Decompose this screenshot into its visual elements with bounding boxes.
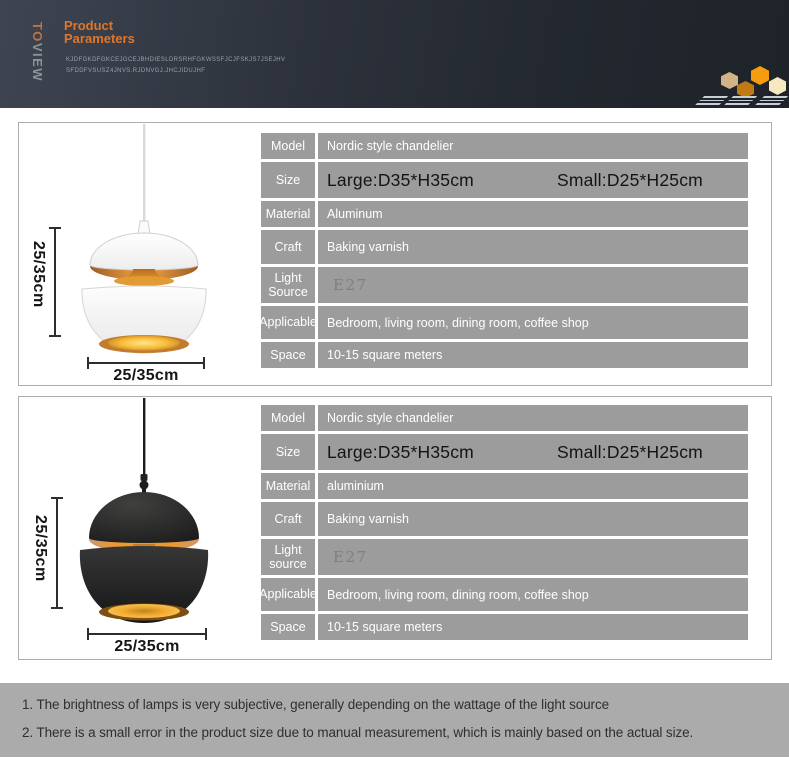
product-panel-white (18, 122, 772, 386)
spec-row-size (261, 162, 748, 198)
spec-value: 10-15 square meters (318, 614, 748, 640)
brand-rest: VIEW (30, 42, 45, 83)
note-line-2: 2. There is a small error in the product size due to manual measurement, which is mainly based on the actual size. (22, 725, 694, 740)
header-subtext (66, 55, 285, 77)
brand-accent: TO (30, 22, 45, 43)
spec-table-black (261, 405, 748, 640)
spec-value: Baking varnish (318, 230, 748, 264)
slant-stripes-icon (756, 96, 789, 105)
size-small-value: Small:D25*H25cm (557, 441, 703, 462)
note-line-1: 1. The brightness of lamps is very subjective, generally depending on the wattage of the light source (22, 697, 610, 712)
spec-value: aluminium (318, 473, 748, 499)
spec-label: Light Source (261, 267, 315, 303)
spec-row-applicable (261, 578, 748, 611)
spec-row-space (261, 342, 748, 368)
notes-footer (0, 683, 789, 757)
product-panel-black (18, 396, 772, 660)
vertical-dimension-label: 25/35cm (30, 241, 47, 308)
header-subtext-line1: KJDFGKDFGKCEJGCEJBHDIESLDRSRHFGKWSSFJCJFSKJS7JSEJHV (66, 57, 286, 63)
spec-label: Craft (261, 230, 315, 264)
horizontal-dimension-label: 25/35cm (113, 367, 179, 384)
white-lamp-image (74, 124, 214, 364)
horizontal-dimension-label: 25/35cm (114, 638, 180, 655)
page-header (0, 0, 789, 108)
header-subtext-line2: SFDDFVSUSZ4JNVS.RJDNVGJ.JHCJIDUJHF (66, 68, 206, 74)
spec-value: Nordic style chandelier (318, 133, 748, 159)
spec-row-size (261, 434, 748, 470)
spec-row-model (261, 405, 748, 431)
size-large-value: Large:D35*H35cm (327, 441, 474, 462)
spec-value: Aluminum (318, 201, 748, 227)
spec-row-material (261, 201, 748, 227)
spec-label: Applicable (261, 306, 315, 339)
hexagon-icon (751, 66, 769, 85)
spec-table-white (261, 133, 748, 368)
spec-value (318, 434, 748, 470)
spec-value: Bedroom, living room, dining room, coffee shop (318, 306, 748, 339)
black-lamp-image (74, 398, 214, 643)
spec-label: Space (261, 342, 315, 368)
page-title-line2: Parameters (64, 31, 135, 46)
horizontal-dimension-line (87, 633, 207, 635)
slant-stripes-icon (725, 96, 758, 105)
hexagon-icon (721, 72, 738, 89)
vertical-dimension-line (54, 227, 56, 337)
spec-row-light-source (261, 539, 748, 575)
spec-row-applicable (261, 306, 748, 339)
vertical-dimension-line (56, 497, 58, 609)
spec-value: Bedroom, living room, dining room, coffee shop (318, 578, 748, 611)
spec-label: Applicable (261, 578, 315, 611)
spec-value: E27 (318, 267, 748, 303)
spec-row-craft (261, 502, 748, 536)
spec-label: Size (261, 162, 315, 198)
page-title (64, 19, 135, 45)
horizontal-dimension-line (87, 362, 205, 364)
size-large-value: Large:D35*H35cm (327, 169, 474, 190)
spec-value: Baking varnish (318, 502, 748, 536)
spec-label: Light source (261, 539, 315, 575)
spec-row-space (261, 614, 748, 640)
spec-value (318, 162, 748, 198)
spec-label: Material (261, 473, 315, 499)
size-small-value: Small:D25*H25cm (557, 169, 703, 190)
page-title-line1: Product (64, 18, 114, 33)
spec-value: E27 (318, 539, 748, 575)
spec-row-craft (261, 230, 748, 264)
spec-label: Craft (261, 502, 315, 536)
spec-label: Material (261, 201, 315, 227)
spec-row-material (261, 473, 748, 499)
spec-row-model (261, 133, 748, 159)
spec-value: 10-15 square meters (318, 342, 748, 368)
spec-value: Nordic style chandelier (318, 405, 748, 431)
slant-stripes-icon (696, 96, 729, 105)
hexagon-icon (769, 77, 786, 95)
spec-label: Space (261, 614, 315, 640)
spec-label: Model (261, 405, 315, 431)
vertical-dimension-label: 25/35cm (32, 515, 49, 582)
spec-label: Size (261, 434, 315, 470)
brand-vertical-text (30, 22, 45, 92)
spec-label: Model (261, 133, 315, 159)
spec-row-light-source (261, 267, 748, 303)
